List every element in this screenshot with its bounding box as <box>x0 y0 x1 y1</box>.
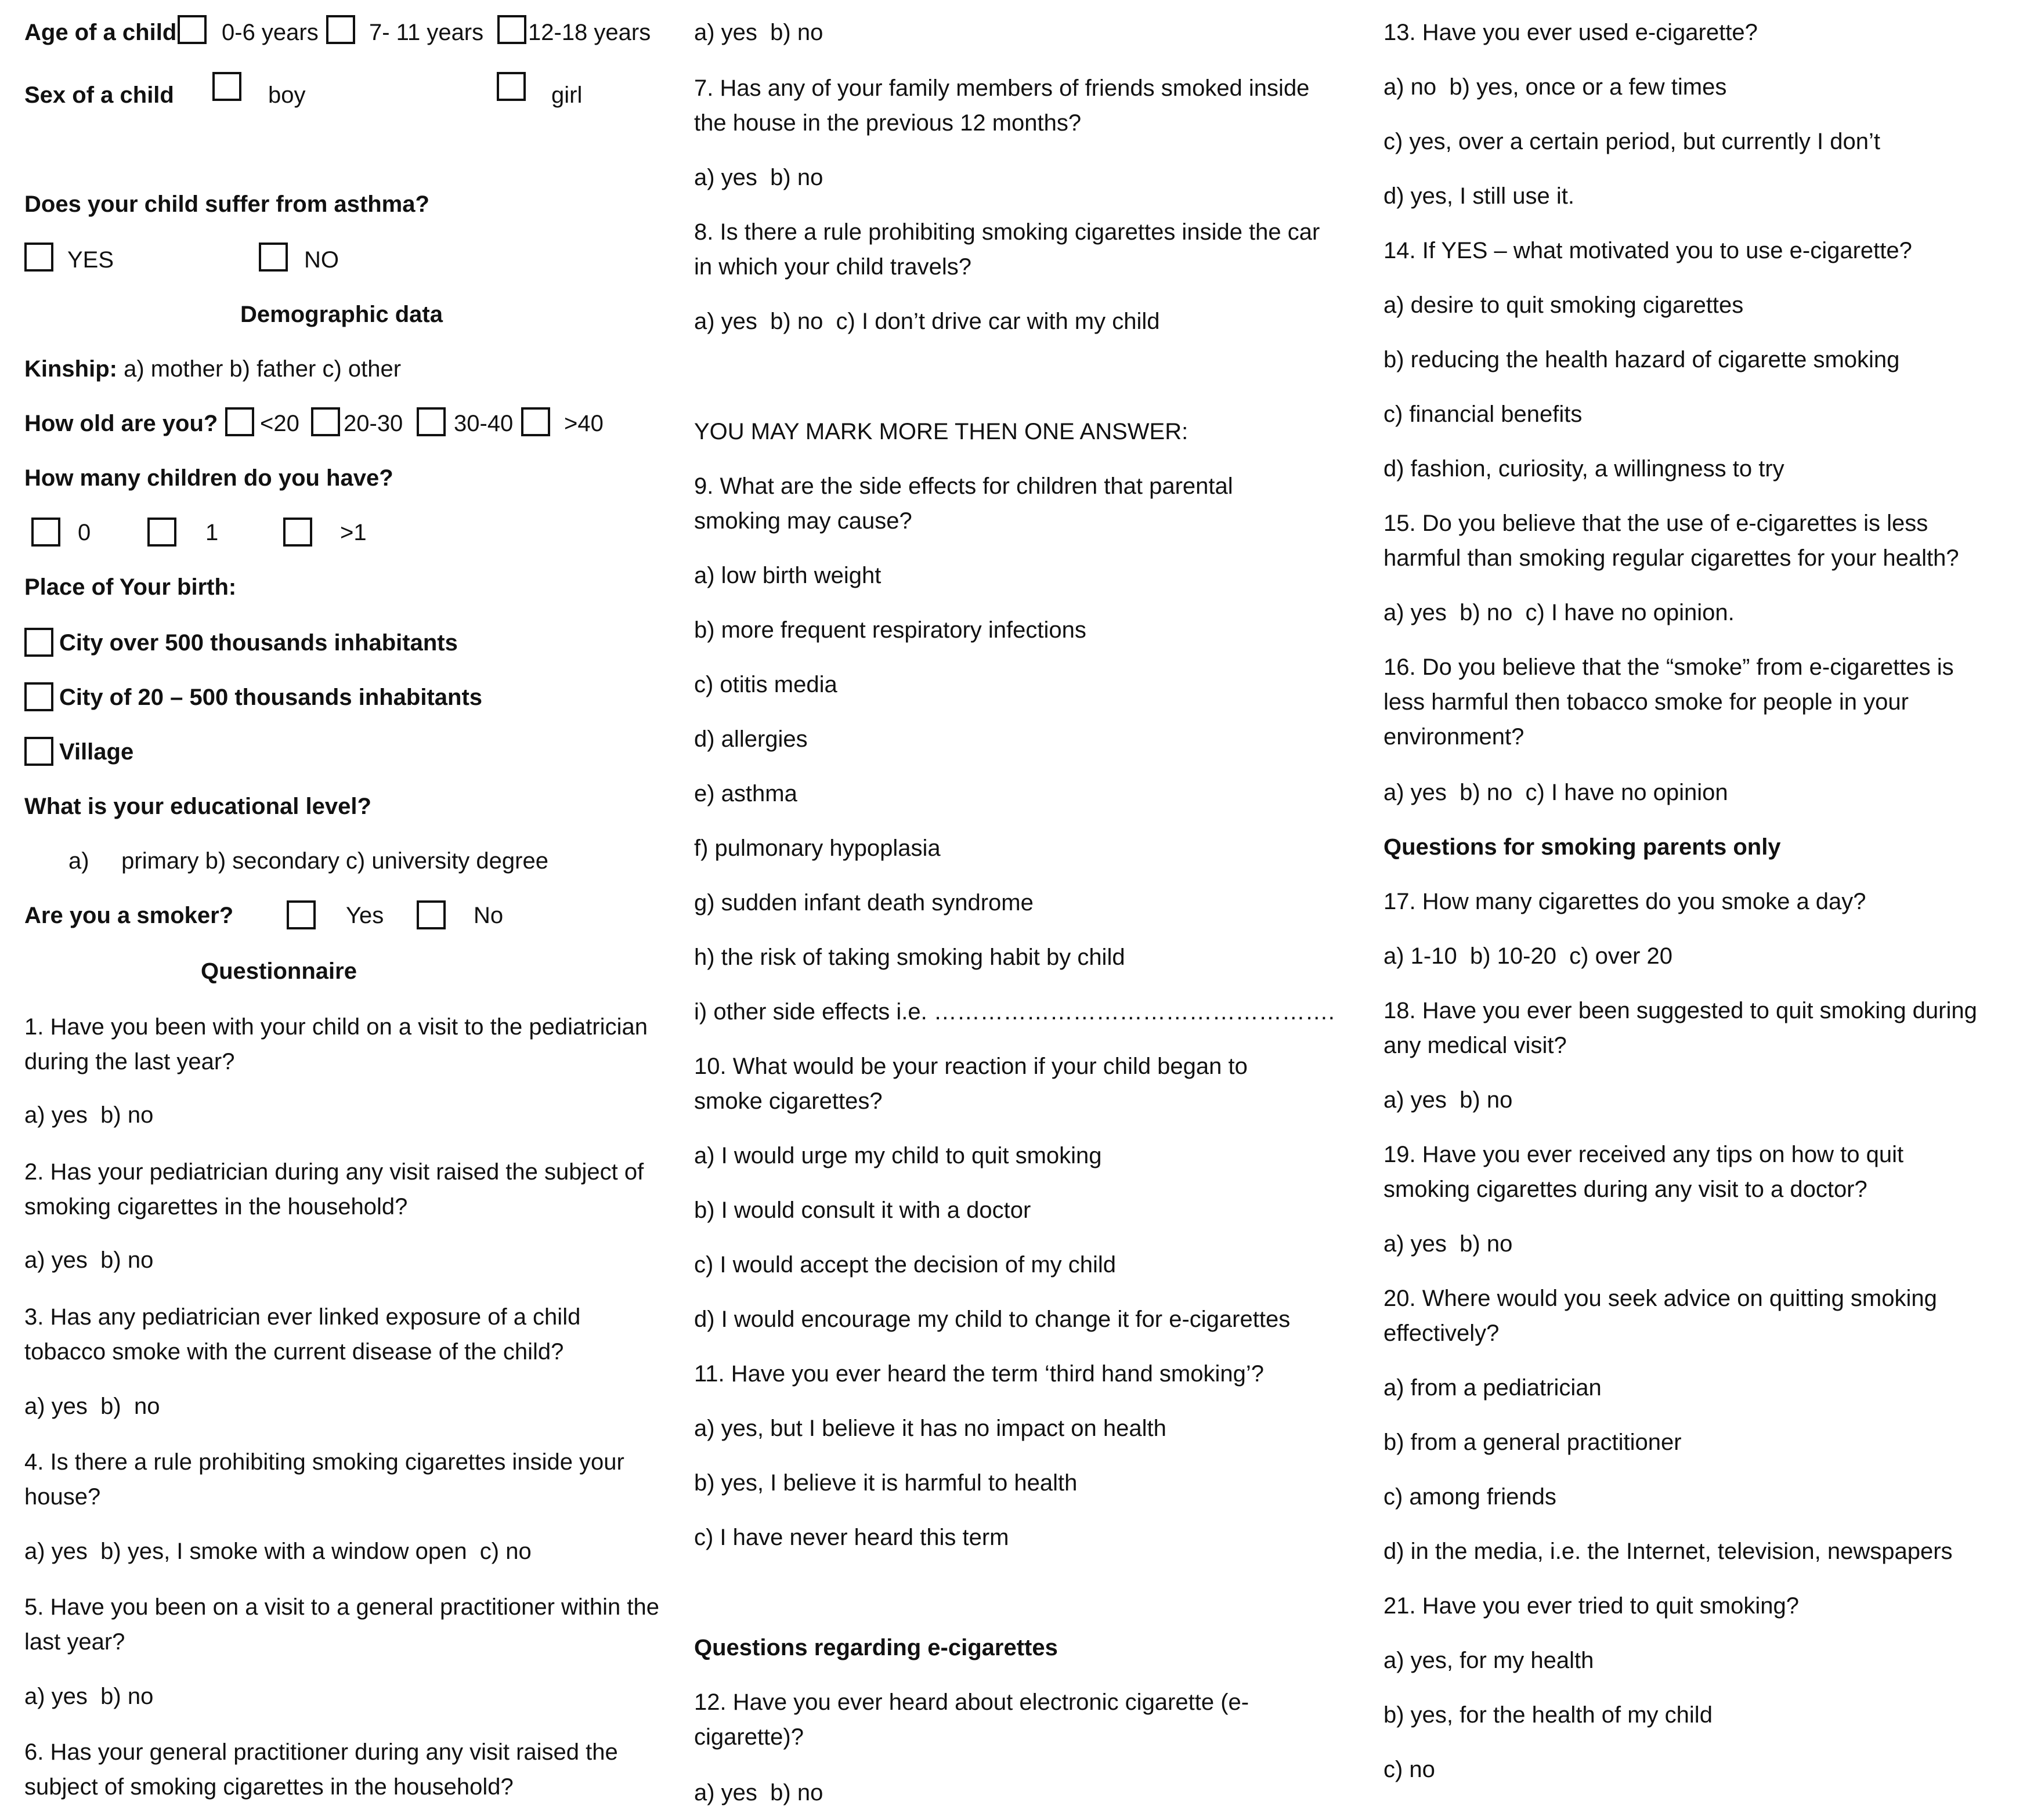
question-11-answer-a: a) yes, but I believe it has no impact on health <box>694 1416 1166 1441</box>
question-9-answer-b: b) more frequent respiratory infections <box>694 617 1086 643</box>
question-7-answers: a) yes b) no <box>694 165 823 190</box>
checkbox-sex-girl[interactable] <box>497 72 526 101</box>
checkbox-parent-age-20-30[interactable] <box>311 407 340 436</box>
question-10-answer-b: b) I would consult it with a doctor <box>694 1197 1031 1223</box>
birthplace-option-village: Village <box>59 739 134 765</box>
checkbox-asthma-no[interactable] <box>259 243 288 272</box>
checkbox-children-0[interactable] <box>31 518 60 547</box>
checkbox-age-12-18[interactable] <box>497 15 526 44</box>
question-19-answers: a) yes b) no <box>1383 1231 1513 1257</box>
question-11: 11. Have you ever heard the term ‘third hand smoking’? <box>694 1361 1265 1387</box>
children-option-0: 0 <box>78 520 91 545</box>
question-14-answer-a: a) desire to quit smoking cigarettes <box>1383 292 1744 318</box>
question-20-answer-d: d) in the media, i.e. the Internet, television, newspapers <box>1383 1539 1953 1564</box>
children-option-1: 1 <box>205 520 219 545</box>
sex-option-boy: boy <box>268 82 306 108</box>
asthma-question: Does your child suffer from asthma? <box>24 191 429 217</box>
question-1-answers: a) yes b) no <box>24 1102 154 1128</box>
checkbox-age-7-11[interactable] <box>326 15 355 44</box>
question-18-answers: a) yes b) no <box>1383 1087 1513 1113</box>
question-6-answers: a) yes b) no <box>694 20 823 45</box>
education-label: What is your educational level? <box>24 794 371 819</box>
question-4: 4. Is there a rule prohibiting smoking cigarettes inside your house? <box>24 1449 624 1510</box>
checkbox-smoker-no[interactable] <box>417 900 446 929</box>
checkbox-parent-age-30-40[interactable] <box>417 407 446 436</box>
kinship-options: a) mother b) father c) other <box>117 356 402 382</box>
kinship-line <box>24 352 401 386</box>
checkbox-sex-boy[interactable] <box>212 72 241 101</box>
question-2-answers: a) yes b) no <box>24 1247 154 1273</box>
asthma-option-no: NO <box>304 247 339 273</box>
question-20-answer-b: b) from a general practitioner <box>1383 1430 1682 1455</box>
question-13-answer-c: c) yes, over a certain period, but currently I don’t <box>1383 129 1880 154</box>
parent-age-label: How old are you? <box>24 411 218 436</box>
education-options: a) primary b) secondary c) university degree <box>68 848 548 874</box>
checkbox-parent-age-under-20[interactable] <box>225 407 254 436</box>
question-11-answer-b: b) yes, I believe it is harmful to health <box>694 1470 1078 1496</box>
asthma-option-yes: YES <box>67 247 114 273</box>
checkbox-smoker-yes[interactable] <box>287 900 316 929</box>
question-14-answer-c: c) financial benefits <box>1383 401 1583 427</box>
question-10-answer-a: a) I would urge my child to quit smoking <box>694 1143 1102 1168</box>
question-20: 20. Where would you seek advice on quitting smoking effectively? <box>1383 1286 1937 1346</box>
question-8-answers: a) yes b) no c) I don’t drive car with my child <box>694 309 1160 334</box>
age-of-child-label: Age of a child <box>24 20 177 45</box>
question-17-answers: a) 1-10 b) 10-20 c) over 20 <box>1383 943 1673 969</box>
question-15: 15. Do you believe that the use of e-cigarettes is less harmful than smoking regular cigarettes for your health? <box>1383 511 1959 571</box>
smoker-label: Are you a smoker? <box>24 903 234 928</box>
birthplace-label: Place of Your birth: <box>24 574 237 600</box>
question-9: 9. What are the side effects for children that parental smoking may cause? <box>694 473 1233 534</box>
question-2: 2. Has your pediatrician during any visit raised the subject of smoking cigarettes in the household? <box>24 1159 644 1220</box>
question-19: 19. Have you ever received any tips on how to quit smoking cigarettes during any visit to a doctor? <box>1383 1142 1904 1202</box>
kinship-label: Kinship: <box>24 356 117 382</box>
children-option-more-than-1: >1 <box>340 520 367 545</box>
question-14: 14. If YES – what motivated you to use e-cigarette? <box>1383 238 1912 263</box>
question-10: 10. What would be your reaction if your child began to smoke cigarettes? <box>694 1054 1248 1114</box>
question-9-answer-a: a) low birth weight <box>694 563 882 588</box>
question-18: 18. Have you ever been suggested to quit smoking during any medical visit? <box>1383 998 1977 1058</box>
question-6: 6. Has your general practitioner during any visit raised the subject of smoking cigarettes in the household? <box>24 1739 618 1800</box>
question-21: 21. Have you ever tried to quit smoking? <box>1383 1593 1799 1619</box>
smoking-parents-section-title: Questions for smoking parents only <box>1383 834 1781 860</box>
question-10-answer-c: c) I would accept the decision of my child <box>694 1252 1117 1278</box>
question-9-answer-f: f) pulmonary hypoplasia <box>694 835 941 861</box>
question-16-answers: a) yes b) no c) I have no opinion <box>1383 780 1728 805</box>
question-13-answer-a: a) no b) yes, once or a few times <box>1383 74 1727 100</box>
question-16: 16. Do you believe that the “smoke” from e-cigarettes is less harmful then tobacco smoke for people in your environment? <box>1383 654 1954 750</box>
parent-age-option-over-40: >40 <box>564 411 604 436</box>
question-9-answer-c: c) otitis media <box>694 672 837 697</box>
checkbox-asthma-yes[interactable] <box>24 243 53 272</box>
checkbox-children-more-than-1[interactable] <box>283 518 312 547</box>
age-option-0-6: 0-6 years <box>222 20 319 45</box>
questionnaire-title: Questionnaire <box>201 958 357 984</box>
smoker-option-yes: Yes <box>346 903 384 928</box>
demographic-data-title: Demographic data <box>240 302 443 327</box>
parent-age-option-under-20: <20 <box>260 411 299 436</box>
question-9-answer-h: h) the risk of taking smoking habit by child <box>694 945 1125 970</box>
question-17: 17. How many cigarettes do you smoke a day? <box>1383 889 1866 914</box>
sex-option-girl: girl <box>551 82 583 108</box>
multiple-answers-note: YOU MAY MARK MORE THEN ONE ANSWER: <box>694 419 1188 444</box>
question-15-answers: a) yes b) no c) I have no opinion. <box>1383 600 1735 625</box>
question-12-answers: a) yes b) no <box>694 1780 823 1805</box>
age-option-12-18: 12-18 years <box>528 20 651 45</box>
question-12: 12. Have you ever heard about electronic cigarette (e-cigarette)? <box>694 1689 1249 1750</box>
checkbox-parent-age-over-40[interactable] <box>521 407 550 436</box>
question-21-answer-c: c) no <box>1383 1757 1435 1782</box>
ecigarettes-section-title: Questions regarding e-cigarettes <box>694 1635 1058 1660</box>
checkbox-birthplace-medium-city[interactable] <box>24 682 53 711</box>
question-4-answers: a) yes b) yes, I smoke with a window open c) no <box>24 1539 532 1564</box>
question-10-answer-d: d) I would encourage my child to change it for e-cigarettes <box>694 1307 1291 1332</box>
question-1: 1. Have you been with your child on a visit to the pediatrician during the last year? <box>24 1014 648 1074</box>
question-21-answer-a: a) yes, for my health <box>1383 1648 1594 1673</box>
question-13: 13. Have you ever used e-cigarette? <box>1383 20 1758 45</box>
question-3-answers: a) yes b) no <box>24 1394 160 1419</box>
question-20-answer-c: c) among friends <box>1383 1484 1556 1510</box>
checkbox-birthplace-village[interactable] <box>24 737 53 766</box>
checkbox-children-1[interactable] <box>147 518 176 547</box>
question-9-answer-d: d) allergies <box>694 726 808 752</box>
children-count-label: How many children do you have? <box>24 465 393 491</box>
question-5-answers: a) yes b) no <box>24 1684 154 1709</box>
question-13-answer-d: d) yes, I still use it. <box>1383 183 1574 209</box>
age-option-7-11: 7- 11 years <box>369 20 484 45</box>
question-21-answer-b: b) yes, for the health of my child <box>1383 1702 1713 1728</box>
sex-of-child-label: Sex of a child <box>24 82 174 108</box>
question-9-answer-i: i) other side effects i.e. ……………………………………………. <box>694 999 1335 1025</box>
parent-age-option-20-30: 20-30 <box>344 411 403 436</box>
parent-age-option-30-40: 30-40 <box>454 411 514 436</box>
question-9-answer-g: g) sudden infant death syndrome <box>694 890 1034 916</box>
question-3: 3. Has any pediatrician ever linked exposure of a child tobacco smoke with the current disease of the child? <box>24 1304 581 1365</box>
checkbox-birthplace-large-city[interactable] <box>24 628 53 657</box>
question-8: 8. Is there a rule prohibiting smoking cigarettes inside the car in which your child travels? <box>694 219 1320 280</box>
birthplace-option-medium-city: City of 20 – 500 thousands inhabitants <box>59 685 483 710</box>
question-5: 5. Have you been on a visit to a general practitioner within the last year? <box>24 1594 659 1655</box>
smoker-option-no: No <box>474 903 504 928</box>
birthplace-option-large-city: City over 500 thousands inhabitants <box>59 630 458 656</box>
question-14-answer-b: b) reducing the health hazard of cigarette smoking <box>1383 347 1900 372</box>
checkbox-age-0-6[interactable] <box>178 15 207 44</box>
question-11-answer-c: c) I have never heard this term <box>694 1525 1009 1550</box>
question-14-answer-d: d) fashion, curiosity, a willingness to try <box>1383 456 1784 482</box>
question-20-answer-a: a) from a pediatrician <box>1383 1375 1602 1401</box>
question-7: 7. Has any of your family members of friends smoked inside the house in the previous 12 months? <box>694 75 1310 136</box>
question-9-answer-e: e) asthma <box>694 781 797 806</box>
